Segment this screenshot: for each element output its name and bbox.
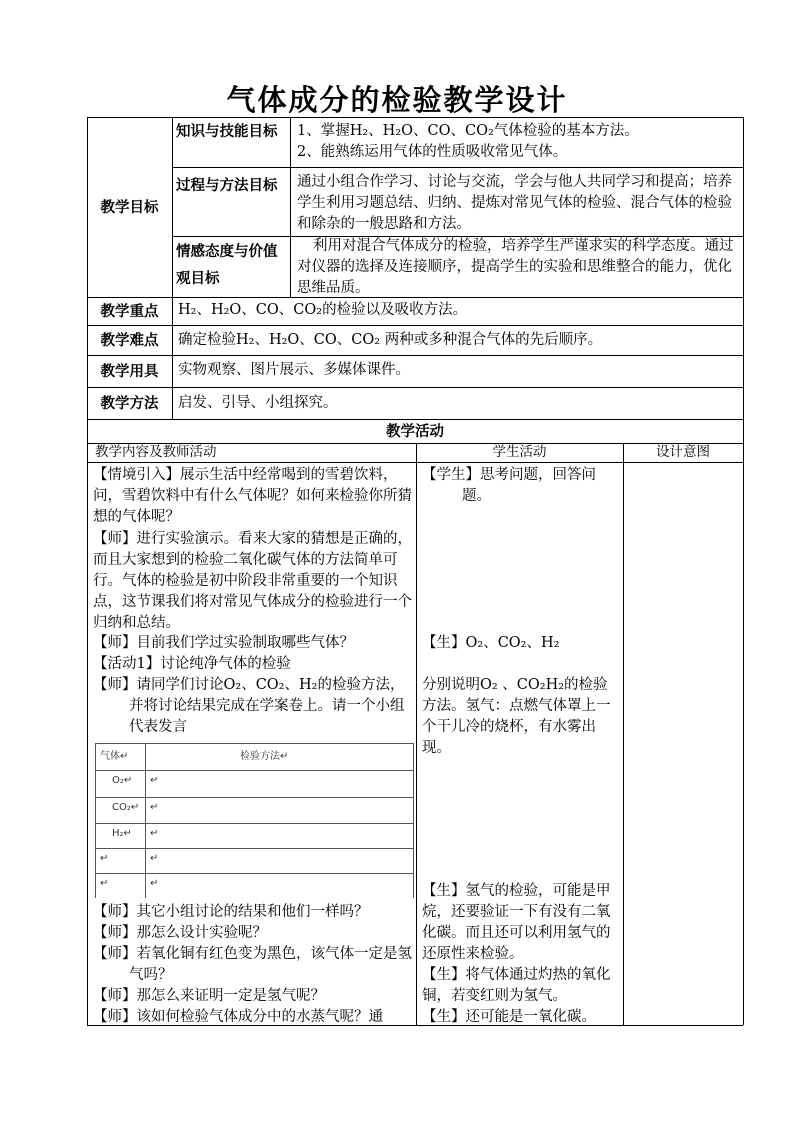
teacher-activity-1-title: 【活动1】讨论纯净气体的检验: [93, 656, 291, 672]
gas-table-row-method: ↵: [150, 775, 159, 786]
teacher-activity-design: 【师】那怎么设计实验呢？: [93, 925, 267, 941]
student-activity-gases: 【生】O₂、CO₂、H₂: [422, 635, 560, 651]
difficulties-text: 确定检验H₂、H₂O、CO、CO₂ 两种或多种混合气体的先后顺序。: [178, 332, 603, 348]
column-teacher-header: 教学内容及教师活动: [95, 444, 217, 460]
gas-table-header-method: 检验方法↵: [240, 751, 289, 762]
teacher-activity-intro: 【情境引入】展示生活中经常喝到的雪碧饮料，问，雪碧饮料中有什么气体呢？如何来检验你所猜想的气体呢？: [93, 467, 412, 525]
teacher-activity-water-vapor: 【师】该如何检验气体成分中的水蒸气呢？通: [93, 1009, 383, 1025]
table-line: [290, 117, 291, 297]
column-student-header: 学生活动: [492, 444, 547, 460]
table-border-bottom: [87, 1025, 743, 1026]
teacher-activity-discuss: 【师】请同学们讨论O₂、CO₂、H₂的检验方法，并将讨论结果完成在学案卷上。请一个小组代表发言: [93, 677, 405, 735]
gas-table-row-method: ↵: [150, 828, 159, 839]
student-activity-think: 【学生】思考问题，回答问题。: [422, 467, 596, 504]
gas-table-line: [145, 743, 146, 898]
objectives-label: 教学目标: [100, 198, 159, 216]
methods-label: 教学方法: [100, 394, 159, 412]
objective-knowledge-line-2: 2、能熟练运用气体的性质吸收常见气体。: [297, 144, 568, 160]
column-design-header: 设计意图: [656, 444, 710, 460]
objective-knowledge-line-1: 1、掌握H₂、H₂O、CO、CO₂气体检验的基本方法。: [297, 123, 639, 139]
gas-table-row-gas: ↵: [100, 878, 109, 889]
table-line: [172, 117, 173, 419]
objective-process-label: 过程与方法目标: [176, 177, 278, 194]
table-line: [172, 167, 743, 168]
table-line: [87, 355, 743, 356]
gas-table-line: [95, 743, 413, 744]
document-title: 气体成分的检验教学设计: [226, 83, 568, 117]
table-line: [87, 387, 743, 388]
student-activity-explain: 分别说明O₂ 、CO₂H₂的检验方法。氢气：点燃气体罩上一个干儿冷的烧杯，有水雾出现。: [422, 677, 611, 756]
gas-table-line: [95, 823, 413, 824]
tools-text: 实物观察、图片展示、多媒体课件。: [178, 362, 410, 378]
objective-attitude-text: 利用对混合气体成分的检验，培养学生严谨求实的科学态度。通过对仪器的选择及连接顺序，提高学生的实验和思维整合的能力，优化思维品质。: [297, 238, 734, 296]
gas-table-line: [95, 770, 413, 771]
table-line: [623, 443, 624, 1025]
table-line: [87, 462, 743, 463]
gas-table-row-gas: ↵: [100, 853, 109, 864]
gas-table-line: [95, 848, 413, 849]
gas-table-line: [95, 797, 413, 798]
methods-text: 启发、引导、小组探究。: [178, 395, 338, 411]
gas-table-row-method: ↵: [150, 802, 159, 813]
activities-header: 教学活动: [386, 422, 444, 440]
objective-process-text: 通过小组合作学习、讨论与交流，学会与他人共同学习和提高；培养学生利用习题总结、归纳、提炼对常见气体的检验、混合气体的检验和除杂的一般思路和方法。: [297, 174, 732, 232]
table-border-top: [87, 117, 743, 118]
difficulties-label: 教学难点: [100, 331, 159, 349]
teacher-activity-copper-oxide: 【师】若氧化铜有红色变为黑色，该气体一定是氢气吗？: [93, 946, 412, 983]
gas-table-line: [413, 743, 414, 898]
teacher-activity-demo: 【师】进行实验演示。看来大家的猜想是正确的，而且大家想到的检验二氧化碳气体的方法简单可行。气体的检验是初中阶段非常重要的一个知识点，这节课我们将对常见气体成分的检验进行一个归纳和总结。: [93, 531, 412, 631]
gas-table-line: [95, 873, 413, 874]
gas-table-row-gas: O₂↵: [112, 775, 133, 786]
table-line: [87, 325, 743, 326]
objective-knowledge-label: 知识与技能目标: [176, 123, 278, 140]
teacher-activity-prove: 【师】那怎么来证明一定是氢气呢？: [93, 988, 325, 1004]
key-points-label: 教学重点: [100, 302, 159, 320]
student-activity-co: 【生】还可能是一氧化碳。: [422, 1009, 596, 1025]
teacher-activity-question: 【师】目前我们学过实验制取哪些气体？: [93, 635, 354, 651]
gas-table-row-gas: CO₂↵: [112, 802, 140, 813]
gas-table-line: [95, 743, 96, 898]
student-activity-hydrogen-test: 【生】氢气的检验，可能是甲烷，还要验证一下有没有二氧化碳。而且还可以利用氢气的还原性来检验。: [422, 883, 611, 962]
table-border-right: [743, 117, 744, 1025]
teacher-activity-compare: 【师】其它小组讨论的结果和他们一样吗？: [93, 904, 369, 920]
table-line: [416, 443, 417, 1025]
gas-table-header-gas: 气体↵: [100, 751, 129, 762]
gas-table-row-method: ↵: [150, 853, 159, 864]
key-points-text: H₂、H₂O、CO、CO₂的检验以及吸收方法。: [178, 302, 468, 318]
gas-table-row-gas: H₂↵: [112, 828, 132, 839]
tools-label: 教学用具: [100, 362, 159, 380]
student-activity-copper-oxide: 【生】将气体通过灼热的氧化铜，若变红则为氢气。: [422, 967, 611, 1004]
objective-attitude-label: 情感态度与价值观目标: [176, 243, 278, 287]
gas-table-row-method: ↵: [150, 878, 159, 889]
